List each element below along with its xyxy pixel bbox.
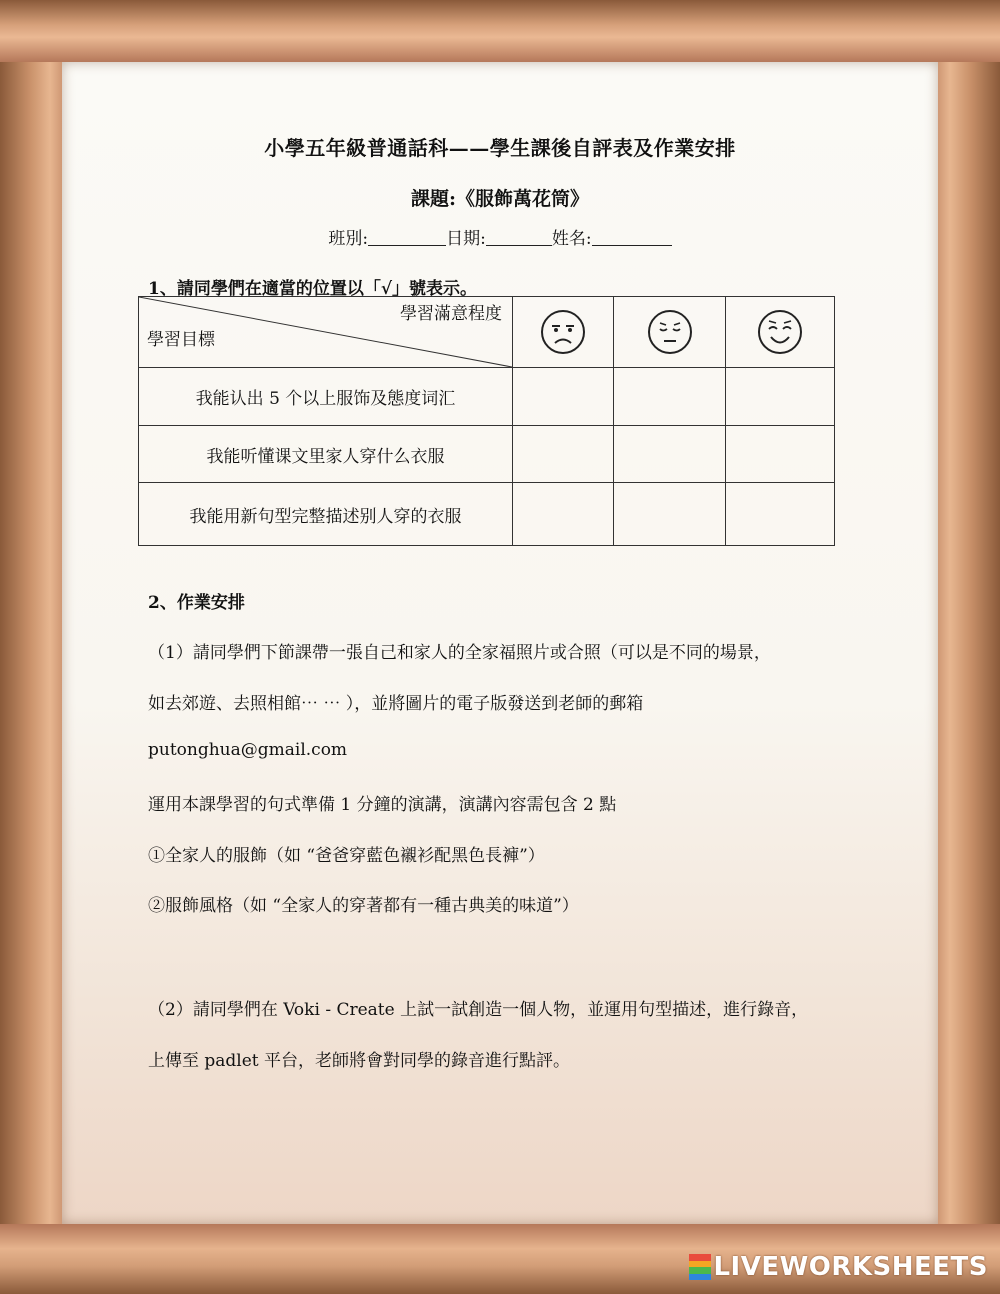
homework-line: 上傳至 padlet 平台，老師將會對同學的錄音進行點評。 xyxy=(148,1051,571,1071)
table-row xyxy=(139,483,835,546)
homework-line: ②服飾風格（如 “全家人的穿著都有一種古典美的味道”） xyxy=(148,896,579,916)
sad-face-icon xyxy=(539,308,587,356)
face-header-sad xyxy=(513,297,614,368)
check-cell-sad[interactable] xyxy=(513,426,614,483)
check-cell-sad[interactable] xyxy=(513,483,614,546)
self-evaluation-table xyxy=(138,296,835,546)
check-cell-neutral[interactable] xyxy=(614,426,726,483)
date-field[interactable] xyxy=(486,229,552,246)
liveworksheets-logo xyxy=(689,1252,988,1282)
check-cell-neutral[interactable] xyxy=(614,368,726,426)
homework-line: 如去郊遊、去照相館⋯ ⋯ ），並將圖片的電子版發送到老師的郵箱 xyxy=(148,694,644,714)
section2-heading: 2、作業安排 xyxy=(148,593,245,613)
check-cell-happy[interactable] xyxy=(726,368,835,426)
class-field[interactable] xyxy=(368,229,446,246)
objective-cell: 我能认出 5 个以上服饰及態度词汇 xyxy=(139,368,513,426)
table-row xyxy=(139,368,835,426)
objective-label: 學習目標 xyxy=(147,330,215,350)
logo-mark-blue xyxy=(689,1274,711,1281)
table-header-row xyxy=(139,297,835,368)
face-header-happy xyxy=(726,297,835,368)
table-row xyxy=(139,426,835,483)
student-info-fields xyxy=(62,224,938,249)
happy-face-icon xyxy=(756,308,804,356)
page-title: 小學五年級普通話科——學生課後自評表及作業安排 xyxy=(264,136,736,160)
check-cell-neutral[interactable] xyxy=(614,483,726,546)
email-address: putonghua@gmail.com xyxy=(148,740,348,760)
date-label: 日期: xyxy=(446,229,486,249)
homework-line: ①全家人的服飾（如 “爸爸穿藍色襯衫配黑色長褲”） xyxy=(148,846,545,866)
objective-cell: 我能听懂课文里家人穿什么衣服 xyxy=(139,426,513,483)
face-header-neutral xyxy=(614,297,726,368)
check-cell-sad[interactable] xyxy=(513,368,614,426)
homework-line: （2）請同學們在 Voki - Create 上試一試創造一個人物，並運用句型描述，進行錄音， xyxy=(148,1000,809,1020)
lesson-title: 課題:《服飾萬花筒》 xyxy=(410,188,589,210)
homework-line: 運用本課學習的句式準備 1 分鐘的演講，演講內容需包含 2 點 xyxy=(148,795,617,815)
frame-top xyxy=(0,0,1000,62)
satisfaction-label: 學習滿意程度 xyxy=(400,304,502,324)
name-label: 姓名: xyxy=(551,229,592,249)
name-field[interactable] xyxy=(592,229,672,246)
logo-text: LIVEWORKSHEETS xyxy=(713,1252,988,1282)
header-diagonal-cell xyxy=(139,297,513,368)
logo-mark xyxy=(689,1254,711,1280)
check-cell-happy[interactable] xyxy=(726,483,835,546)
objective-cell: 我能用新句型完整描述别人穿的衣服 xyxy=(139,483,513,546)
neutral-face-icon xyxy=(646,308,694,356)
class-label: 班別: xyxy=(328,229,369,249)
check-cell-happy[interactable] xyxy=(726,426,835,483)
homework-line: （1）請同學們下節課帶一張自己和家人的全家福照片或合照（可以是不同的場景， xyxy=(148,643,771,663)
section1-heading: 1、請同學們在適當的位置以「√」號表示。 xyxy=(148,279,478,299)
